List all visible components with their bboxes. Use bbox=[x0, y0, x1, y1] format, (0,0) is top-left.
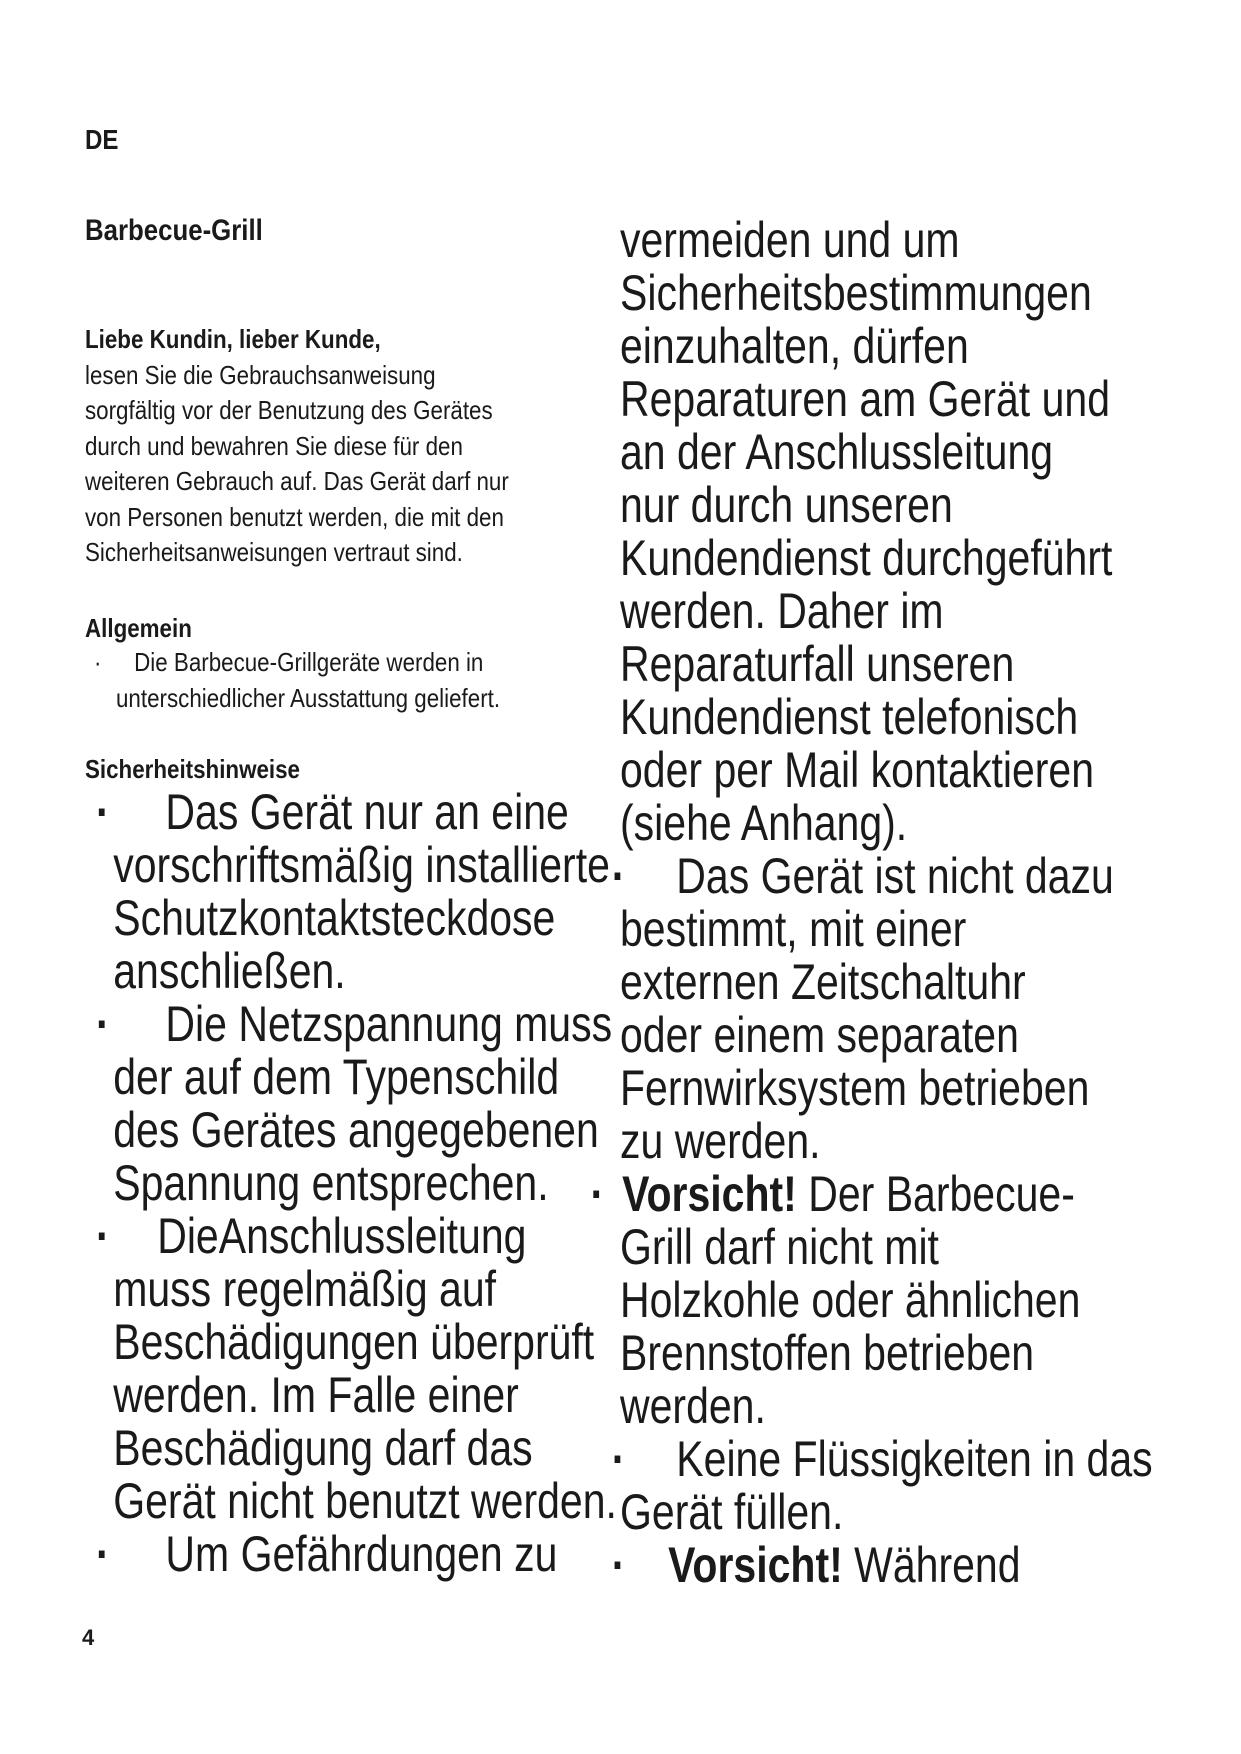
intro-line: lesen Sie die Gebrauchsanweisung bbox=[85, 359, 436, 390]
safety-line: Gerät füllen. bbox=[620, 1484, 844, 1540]
bullet-icon: · bbox=[96, 996, 110, 1052]
safety-line: Grill darf nicht mit bbox=[620, 1219, 939, 1275]
general-bullet-text: Die Barbecue-Grillgeräte werden in bbox=[134, 647, 484, 677]
general-bullet-continuation: unterschiedlicher Ausstattung geliefert. bbox=[116, 683, 501, 713]
safety-right-column bbox=[590, 212, 1153, 1593]
intro-line: sorgfältig vor der Benutzung des Gerätes bbox=[85, 395, 493, 425]
bullet-icon: · bbox=[611, 848, 626, 904]
bullet-icon: · bbox=[96, 1208, 110, 1264]
safety-bullet-line: · Die Netzspannung muss bbox=[96, 996, 613, 1052]
general-bullet bbox=[94, 645, 483, 681]
safety-line: Reparaturfall unseren bbox=[620, 636, 1015, 692]
safety-line: der auf dem Typenschild bbox=[113, 1049, 560, 1105]
intro-section bbox=[85, 322, 509, 571]
safety-line: zu werden. bbox=[620, 1113, 821, 1169]
safety-heading: Sicherheitshinweise bbox=[85, 754, 300, 784]
safety-line: des Gerätes angegebenen bbox=[113, 1102, 599, 1158]
safety-bullet-line: · Vorsicht! Der Barbecue- bbox=[590, 1166, 1075, 1222]
safety-line: (siehe Anhang). bbox=[620, 795, 908, 851]
safety-left-column bbox=[96, 786, 617, 1581]
safety-line: an der Anschlussleitung bbox=[620, 424, 1054, 480]
language-code: DE bbox=[85, 124, 119, 155]
safety-line: bestimmt, mit einer bbox=[620, 901, 967, 957]
safety-line: Reparaturen am Gerät und bbox=[620, 371, 1111, 427]
bullet-icon: · bbox=[611, 1431, 626, 1487]
safety-line: Holzkohle oder ähnlichen bbox=[620, 1272, 1081, 1328]
safety-line: werden. Im Falle einer bbox=[113, 1367, 519, 1423]
safety-bullet-line: · Das Gerät ist nicht dazu bbox=[611, 848, 1114, 904]
safety-line: muss regelmäßig auf bbox=[113, 1261, 497, 1317]
safety-bullet-line: · Das Gerät nur an eine bbox=[96, 784, 569, 840]
safety-line: Gerät nicht benutzt werden. bbox=[113, 1473, 617, 1529]
safety-line: vermeiden und um bbox=[620, 212, 960, 268]
safety-line: Beschädigungen überprüft bbox=[113, 1314, 595, 1370]
safety-line: oder per Mail kontaktieren bbox=[620, 742, 1095, 798]
intro-line: von Personen benutzt werden, die mit den bbox=[85, 501, 504, 532]
safety-line: oder einem separaten bbox=[620, 1007, 1019, 1063]
safety-line: werden. Daher im bbox=[620, 583, 944, 639]
safety-line: Kundendienst durchgeführt bbox=[620, 530, 1113, 586]
bullet-icon: · bbox=[590, 1166, 605, 1222]
safety-bullet-line: · Keine Flüssigkeiten in das bbox=[611, 1431, 1153, 1487]
safety-line: anschließen. bbox=[113, 943, 346, 999]
bullet-icon: · bbox=[94, 647, 102, 677]
safety-line: Beschädigung darf das bbox=[113, 1420, 533, 1476]
safety-line: nur durch unseren bbox=[620, 477, 953, 533]
bullet-icon: · bbox=[611, 1537, 626, 1593]
page-number: 4 bbox=[82, 1625, 95, 1650]
document-title: Barbecue-Grill bbox=[85, 214, 263, 247]
intro-line: weiteren Gebrauch auf. Das Gerät darf nur bbox=[85, 466, 509, 496]
caution-label: Vorsicht! bbox=[668, 1537, 843, 1593]
safety-bullet-line: · Vorsicht! Während bbox=[611, 1537, 1021, 1593]
safety-bullet-line: · DieAnschlussleitung bbox=[96, 1208, 527, 1264]
safety-line: werden. bbox=[620, 1378, 766, 1434]
intro-line: Sicherheitsanweisungen vertraut sind. bbox=[85, 537, 463, 567]
safety-line: externen Zeitschaltuhr bbox=[620, 954, 1026, 1010]
safety-line: Sicherheitsbestimmungen bbox=[620, 265, 1092, 321]
safety-line: Kundendienst telefonisch bbox=[620, 689, 1079, 745]
greeting: Liebe Kundin, lieber Kunde, bbox=[85, 324, 381, 354]
safety-line: vorschriftsmäßig installierte bbox=[113, 837, 610, 893]
safety-line: Fernwirksystem betrieben bbox=[620, 1060, 1090, 1116]
intro-line: durch und bewahren Sie diese für den bbox=[85, 430, 463, 461]
bullet-icon: · bbox=[96, 784, 110, 840]
bullet-icon: · bbox=[96, 1526, 110, 1582]
caution-label: Vorsicht! bbox=[622, 1166, 797, 1222]
safety-line: Spannung entsprechen. bbox=[113, 1155, 549, 1211]
safety-line: einzuhalten, dürfen bbox=[620, 318, 969, 374]
safety-line: Schutzkontaktsteckdose bbox=[113, 890, 556, 946]
safety-line: Brennstoffen betrieben bbox=[620, 1325, 1035, 1381]
general-heading: Allgemein bbox=[85, 613, 192, 643]
safety-bullet-line: · Um Gefährdungen zu bbox=[96, 1526, 558, 1582]
